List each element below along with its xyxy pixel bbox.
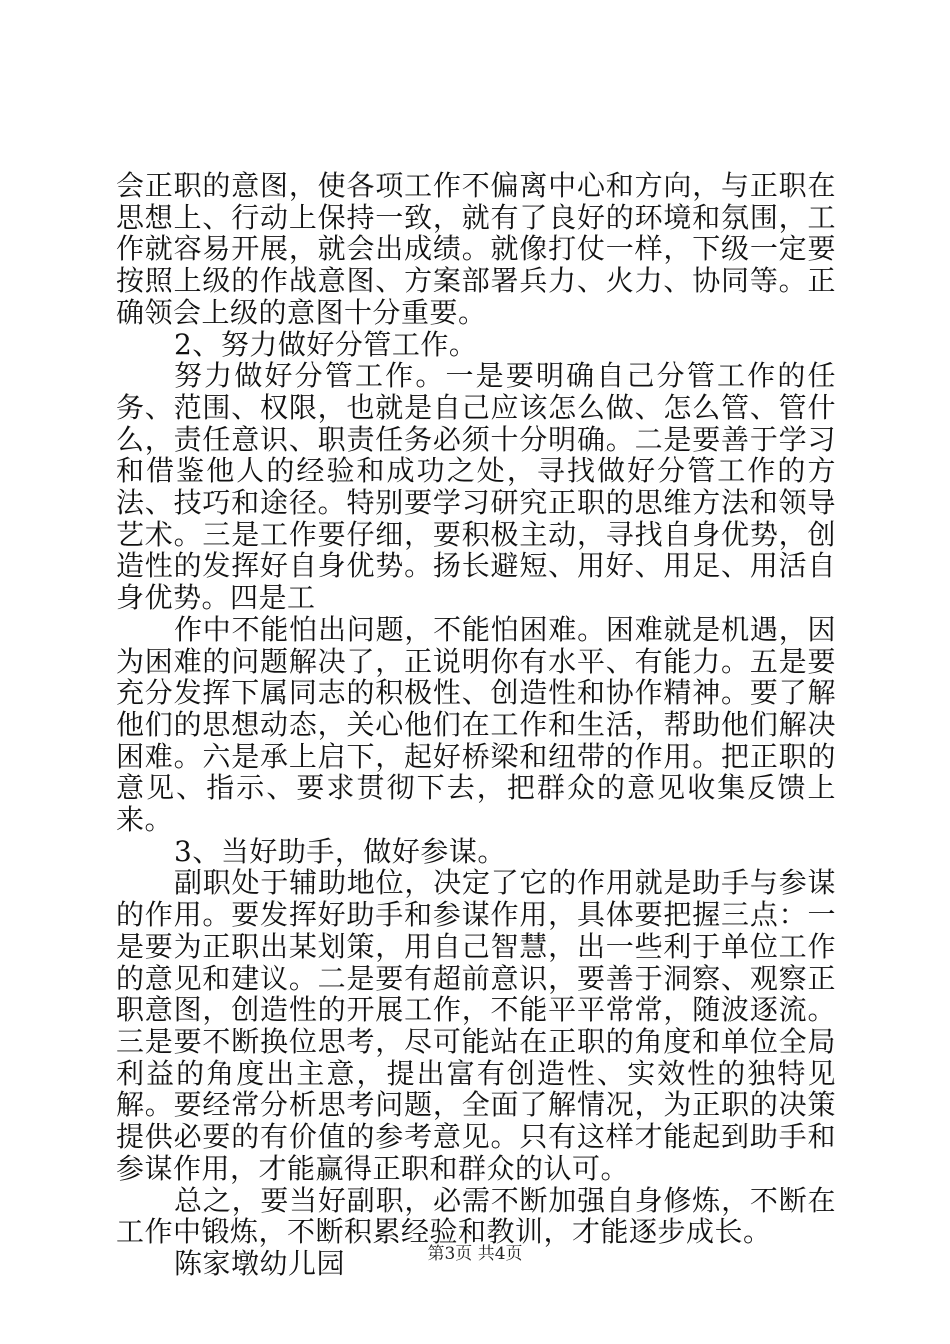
paragraph-assistant-advisor: 副职处于辅助地位，决定了它的作用就是助手与参谋的作用。要发挥好助手和参谋作用，具体要把握三点：一是要为正职出某划策，用自己智慧，出一些利于单位工作的意见和建议。二是要有超前意识，要善于洞察、观察正职意图，创造性的开展工作，不能平平常常，随波逐流。三是要不断换位思考，尽可能站在正职的角度和单位全局利益的角度出主意，提出富有创造性、实效性的独特见解。要经常分析思考问题，全面了解情况，为正职的决策提供必要的有价值的参考意见。只有这样才能起到助手和参谋作用，才能赢得正职和群众的认可。 xyxy=(116,866,836,1185)
paragraph-conclusion: 总之，要当好副职，必需不断加强自身修炼，不断在工作中锻炼，不断积累经验和教训，才能逐步成长。 xyxy=(116,1183,836,1249)
section-heading-3: 3、当好助手，做好参谋。 xyxy=(174,834,506,868)
signature-organization: 陈家墩幼儿园 xyxy=(174,1246,346,1280)
document-body xyxy=(116,170,836,1280)
paragraph-management-work: 努力做好分管工作。一是要明确自己分管工作的任务、范围、权限，也就是自己应该怎么做、怎么管、管什么，责任意识、职责任务必须十分明确。二是要善于学习和借鉴他人的经验和成功之处，寻找做好分管工作的方法、技巧和途径。特别要学习研究正职的思维方法和领导艺术。三是工作要仔细，要积极主动，寻找自身优势，创造性的发挥好自身优势。扬长避短、用好、用足、用活自身优势。四是工 xyxy=(116,359,836,615)
section-heading-2: 2、努力做好分管工作。 xyxy=(174,327,478,361)
paragraph-continuation: 会正职的意图，使各项工作不偏离中心和方向，与正职在思想上、行动上保持一致，就有了良好的环境和氛围，工作就容易开展，就会出成绩。就像打仗一样，下级一定要按照上级的作战意图、方案部署兵力、火力、协同等。正确领会上级的意图十分重要。 xyxy=(116,169,836,329)
paragraph-management-work-cont: 作中不能怕出问题，不能怕困难。困难就是机遇，因为困难的问题解决了，正说明你有水平、有能力。五是要充分发挥下属同志的积极性、创造性和协作精神。要了解他们的思想动态，关心他们在工作和生活，帮助他们解决困难。六是承上启下，起好桥梁和纽带的作用。把正职的意见、指示、要求贯彻下去，把群众的意见收集反馈上来。 xyxy=(116,612,836,837)
page-number-footer: 第3页 共4页 xyxy=(427,1244,523,1264)
